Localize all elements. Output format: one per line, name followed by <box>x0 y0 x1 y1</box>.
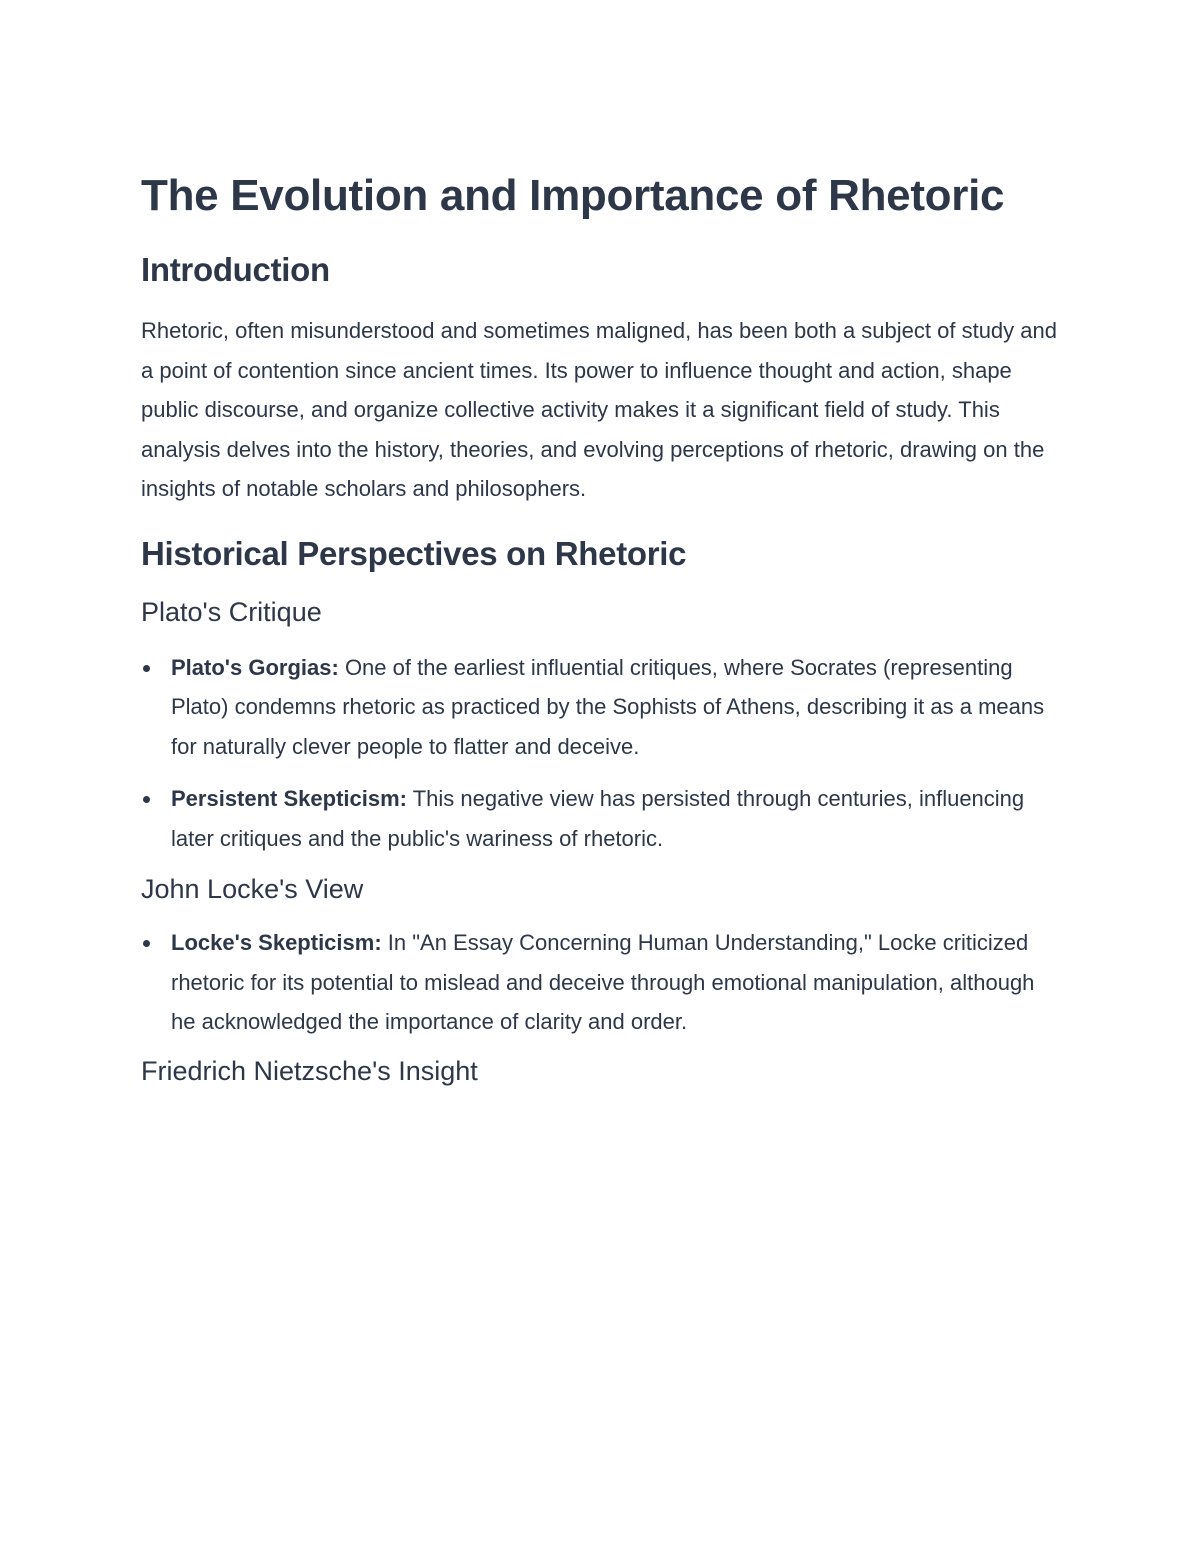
subsection-heading-nietzsche: Friedrich Nietzsche's Insight <box>141 1055 478 1086</box>
document-title: The Evolution and Importance of Rhetoric <box>141 171 1005 220</box>
section-heading-introduction: Introduction <box>141 251 330 288</box>
document-page <box>141 165 1061 1087</box>
list-item <box>141 923 1061 1042</box>
introduction-paragraph: Rhetoric, often misunderstood and sometimes maligned, has been both a subject of study and a point of contention since ancient times. Its power to influence thought and action, shape public discourse, and organize collective activity makes it a significant field of study. This analysis delves into the history, theories, and evolving perceptions of rhetoric, drawing on the insights of notable scholars and philosophers. <box>141 318 1057 501</box>
list-item-text: This negative view has persisted through centuries, influencing later critiques and the public's wariness of rhetoric. <box>171 786 1025 851</box>
locke-bullet-list <box>141 923 1061 1042</box>
plato-bullet-list <box>141 648 1061 859</box>
section-heading-historical: Historical Perspectives on Rhetoric <box>141 534 687 572</box>
list-item-text: In "An Essay Concerning Human Understanding," Locke criticized rhetoric for its potential to mislead and deceive through emotional manipulation, although he acknowledged the importance of clarity and order. <box>171 930 1035 1034</box>
subsection-heading-plato: Plato's Critique <box>141 596 322 627</box>
list-item <box>141 648 1061 767</box>
subsection-heading-locke: John Locke's View <box>141 874 364 904</box>
list-item-term: Locke's Skepticism: <box>171 930 382 955</box>
list-item-term: Persistent Skepticism: <box>171 786 407 811</box>
list-item-text: One of the earliest influential critiques, where Socrates (representing Plato) condemns rhetoric as practiced by the Sophists of Athens, describing it as a means for naturally clever people to flatter and deceive. <box>171 654 1045 759</box>
list-item-term: Plato's Gorgias: <box>171 654 339 680</box>
list-item <box>141 779 1061 858</box>
